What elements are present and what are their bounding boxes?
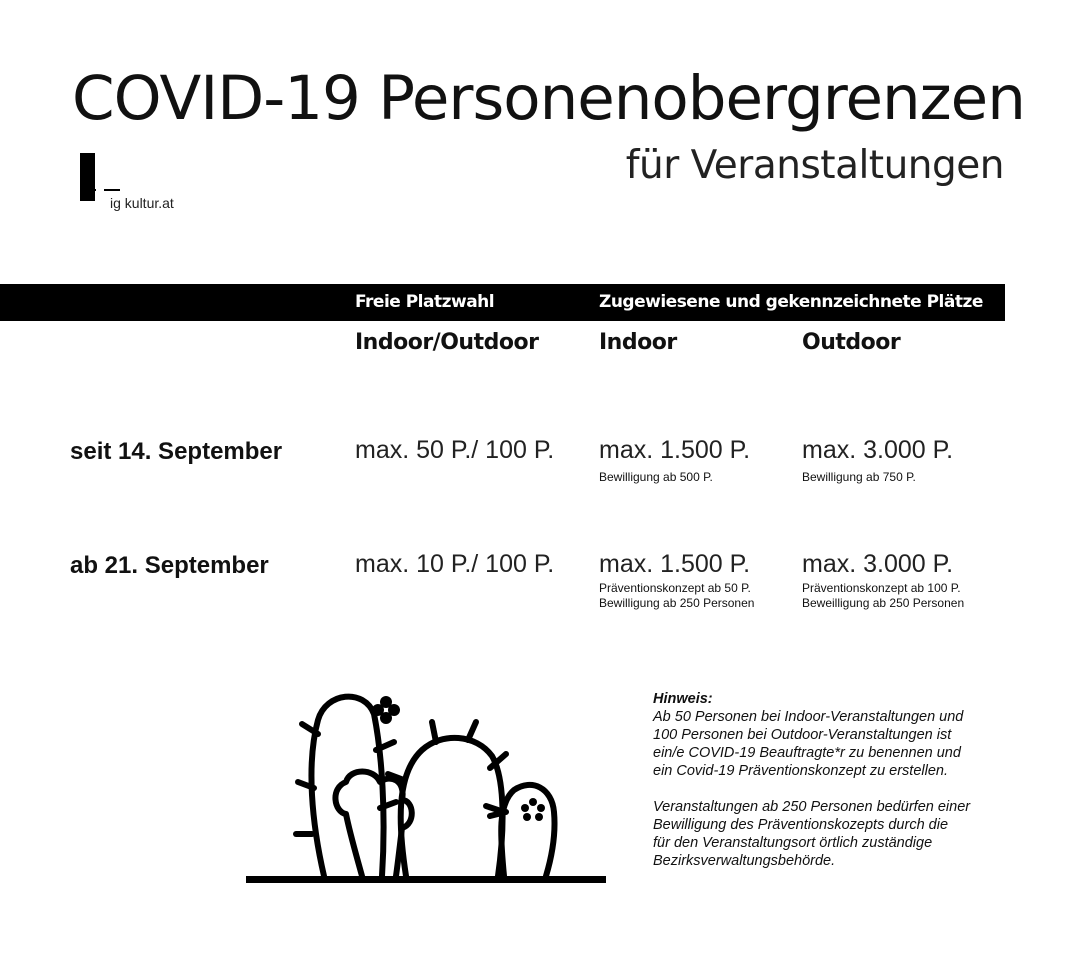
hint-box [653,690,1013,870]
indoor-note: Bewilligung ab 250 Personen [599,596,755,610]
outdoor-limit: max. 3.000 P. [802,436,954,464]
hint-line: 100 Personen bei Outdoor-Veranstaltungen ist [653,727,952,743]
column-header-outdoor: Outdoor [802,330,901,355]
indoor-note: Bewilligung ab 500 P. [599,470,713,484]
hint-line: ein Covid-19 Präventionskonzept zu erstellen. [653,763,948,779]
hint-line: Bezirksverwaltungsbehörde. [653,853,836,869]
group-header-assigned: Zugewiesene und gekennzeichnete Plätze [599,292,983,312]
logo-dash [88,189,96,191]
outdoor-note: Präventionskonzept ab 100 P. [802,581,961,595]
outdoor-note: Bewilligung ab 750 P. [802,470,916,484]
outdoor-limit: max. 3.000 P. [802,550,954,578]
logo-text: ig kultur.at [110,195,174,211]
indoor-limit: max. 1.500 P. [599,436,751,464]
free-seating-limit: max. 10 P./ 100 P. [355,550,555,578]
outdoor-note: Beweilligung ab 250 Personen [802,596,965,610]
page-title: COVID-19 Personenobergrenzen [72,63,1025,134]
row-label: seit 14. September [70,438,283,465]
hint-line: Veranstaltungen ab 250 Personen bedürfen einer [653,799,971,815]
hint-line: für den Veranstaltungsort örtlich zuständige [653,835,933,851]
cactus-icon [246,684,608,888]
free-seating-limit: max. 50 P./ 100 P. [355,436,555,464]
indoor-note: Präventionskonzept ab 50 P. [599,581,751,595]
hint-line: ein/e COVID-19 Beauftragte*r zu benennen und [653,745,961,761]
hint-line: Bewilligung des Präventionskozepts durch die [653,817,949,833]
hint-title: Hinweis: [653,691,713,707]
group-header-free: Freie Platzwahl [355,292,495,312]
row-label: ab 21. September [70,552,269,579]
page-subtitle: für Veranstaltungen [625,143,1004,188]
logo-dash [104,189,120,191]
table-header-band [0,284,1005,321]
hint-line: Ab 50 Personen bei Indoor-Veranstaltungen und [653,709,964,725]
column-header-indoor: Indoor [599,330,677,355]
logo-mark [80,153,95,201]
column-header-indoor-outdoor: Indoor/Outdoor [355,330,539,355]
indoor-limit: max. 1.500 P. [599,550,751,578]
